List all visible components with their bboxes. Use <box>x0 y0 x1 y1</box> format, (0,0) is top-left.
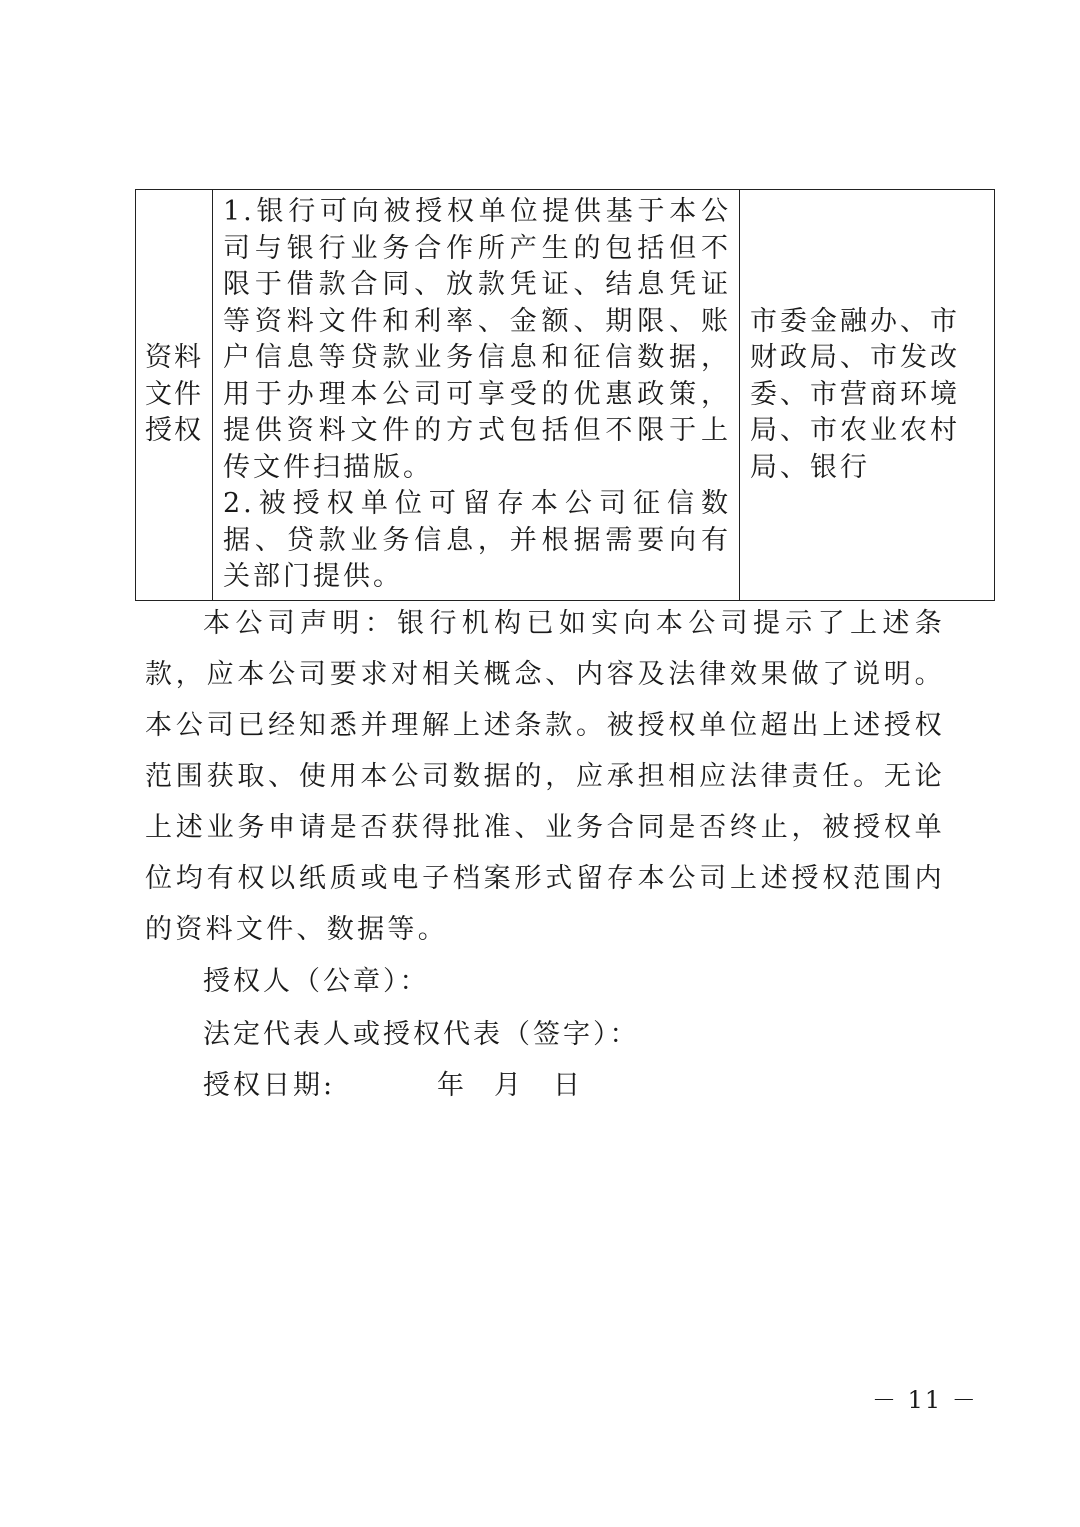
representative-signature-line: 法定代表人或授权代表（签字）： <box>203 1019 640 1050</box>
table-row <box>136 190 995 601</box>
date-year-label: 年 <box>437 1070 464 1101</box>
authorized-agencies: 市委金融办、市财政局、市发改委、市营商环境局、市农业农村局、银行 <box>750 305 960 483</box>
authorizer-seal-line: 授权人（公章）： <box>203 966 430 997</box>
authorization-clause: 2.被授权单位可留存本公司征信数据、贷款业务信息，并根据需要向有关部门提供。 <box>223 488 731 592</box>
date-day-label: 日 <box>553 1070 580 1101</box>
authorization-date-label: 授权日期: <box>203 1070 336 1101</box>
page-number: － 11 － <box>872 1386 978 1414</box>
date-month-label: 月 <box>494 1070 521 1101</box>
authorization-type-cell <box>136 190 213 601</box>
authorization-type-label: 授权 <box>145 415 203 446</box>
authorization-type-label: 文件 <box>145 378 203 410</box>
authorization-table <box>135 189 995 601</box>
authorization-content-cell <box>213 190 740 601</box>
authorization-clause: 1.银行可向被授权单位提供基于本公司与银行业务合作所产生的包括但不限于借款合同、放款凭证、结息凭证等资料文件和利率、金额、期限、账户信息等贷款业务信息和征信数据，用于办理本公司可享受的优惠政策，提供资料文件的方式包括但不限于上传文件扫描版。 <box>223 196 731 483</box>
authorized-agencies-cell <box>740 190 995 601</box>
authorization-type-label: 资料 <box>145 342 203 373</box>
company-declaration: 本公司声明：银行机构已如实向本公司提示了上述条款，应本公司要求对相关概念、内容及法律效果做了说明。本公司已经知悉并理解上述条款。被授权单位超出上述授权范围获取、使用本公司数据的，应承担相应法律责任。无论上述业务申请是否获得批准、业务合同是否终止，被授权单位均有权以纸质或电子档案形式留存本公司上述授权范围内的资料文件、数据等。 <box>145 608 945 945</box>
